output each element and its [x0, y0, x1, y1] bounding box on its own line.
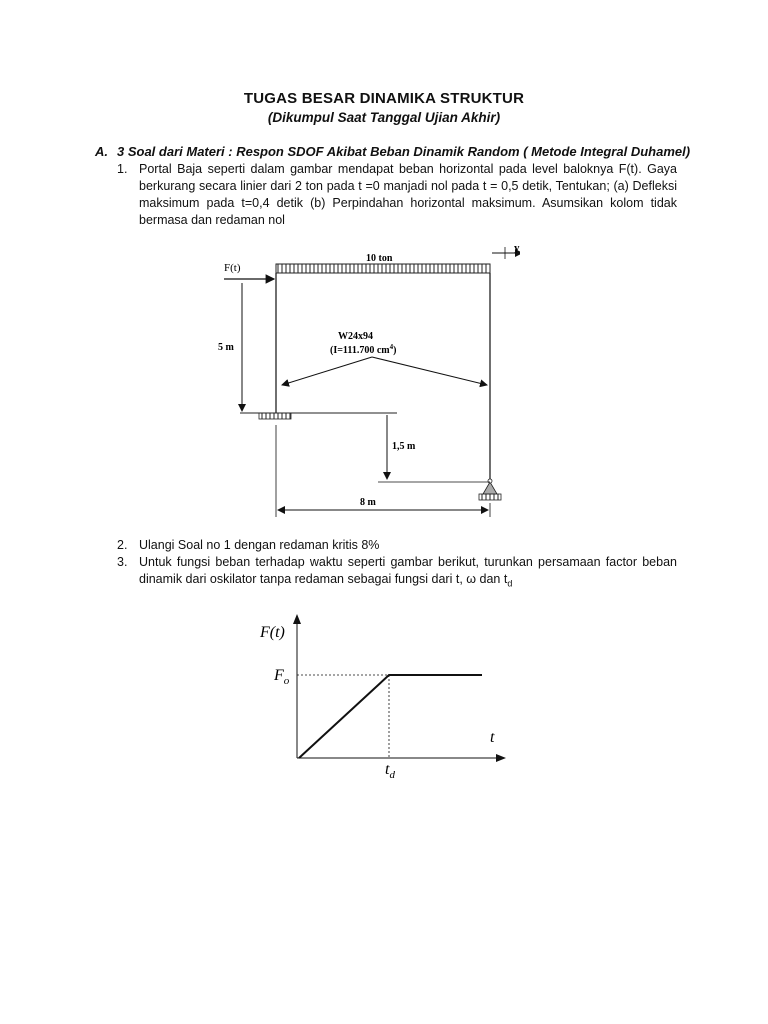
pointer-right	[372, 357, 487, 385]
graph-x-label: t	[490, 729, 495, 746]
left-support	[259, 413, 291, 419]
load-time-graph	[240, 610, 520, 790]
problem-text: Portal Baja seperti dalam gambar mendapat beban horizontal pada level baloknya F(t). Gaya berkurang secara linier dari 2 ton pada t =0 manjadi nol pada t = 0,5 detik, Tentukan; (a) Defleksi maksimum pada t=0,4 detik (b) Perpindahan horizontal maksimum. Asumsikan kolom tidak bermasa dan redaman nol	[139, 162, 677, 227]
portal-frame-figure	[200, 235, 520, 525]
problem-text: Ulangi Soal no 1 dengan redaman kritis 8%	[139, 538, 380, 552]
height-left-label: 5 m	[218, 342, 234, 353]
beam-mass-label: 10 ton	[366, 253, 393, 264]
problem-text: Untuk fungsi beban terhadap waktu seperti gambar berikut, turunkan persamaan factor beban dinamik dari oskilator tanpa redaman sebagai fungsi dari t, ω dan $t_d$	[139, 555, 677, 589]
subscript-d: d	[507, 578, 513, 589]
problem-number: 2.	[117, 538, 128, 552]
page-subtitle: (Dikumpul Saat Tanggal Ujian Akhir)	[267, 110, 501, 125]
problem-2	[117, 537, 677, 554]
td-label: $t_d$	[385, 761, 395, 781]
section-marker: A.	[95, 144, 108, 159]
displacement-label: y	[514, 242, 520, 254]
level-label: $F_o$	[274, 667, 290, 687]
section-heading	[95, 144, 690, 159]
problem-3	[117, 554, 677, 593]
inertia-label: (I=111.700 $cm^4$)	[330, 343, 397, 356]
section-label: W24x94	[338, 331, 373, 342]
problem-1	[117, 161, 677, 229]
load-curve	[299, 675, 482, 758]
section-heading-text: 3 Soal dari Materi : Respon SDOF Akibat Beban Dinamik Random ( Metode Integral Duhamel)	[117, 144, 691, 159]
graph-y-label: F(t)	[260, 624, 285, 641]
page-title: TUGAS BESAR DINAMIKA STRUKTUR	[243, 90, 525, 107]
problem-number: 1.	[117, 162, 128, 176]
right-support	[483, 482, 497, 494]
pointer-left	[282, 357, 372, 385]
problem-number: 3.	[117, 555, 128, 569]
beam	[276, 264, 490, 273]
height-diff-label: 1,5 m	[392, 441, 416, 452]
span-label: 8 m	[360, 497, 376, 508]
load-label: F(t)	[224, 262, 241, 274]
